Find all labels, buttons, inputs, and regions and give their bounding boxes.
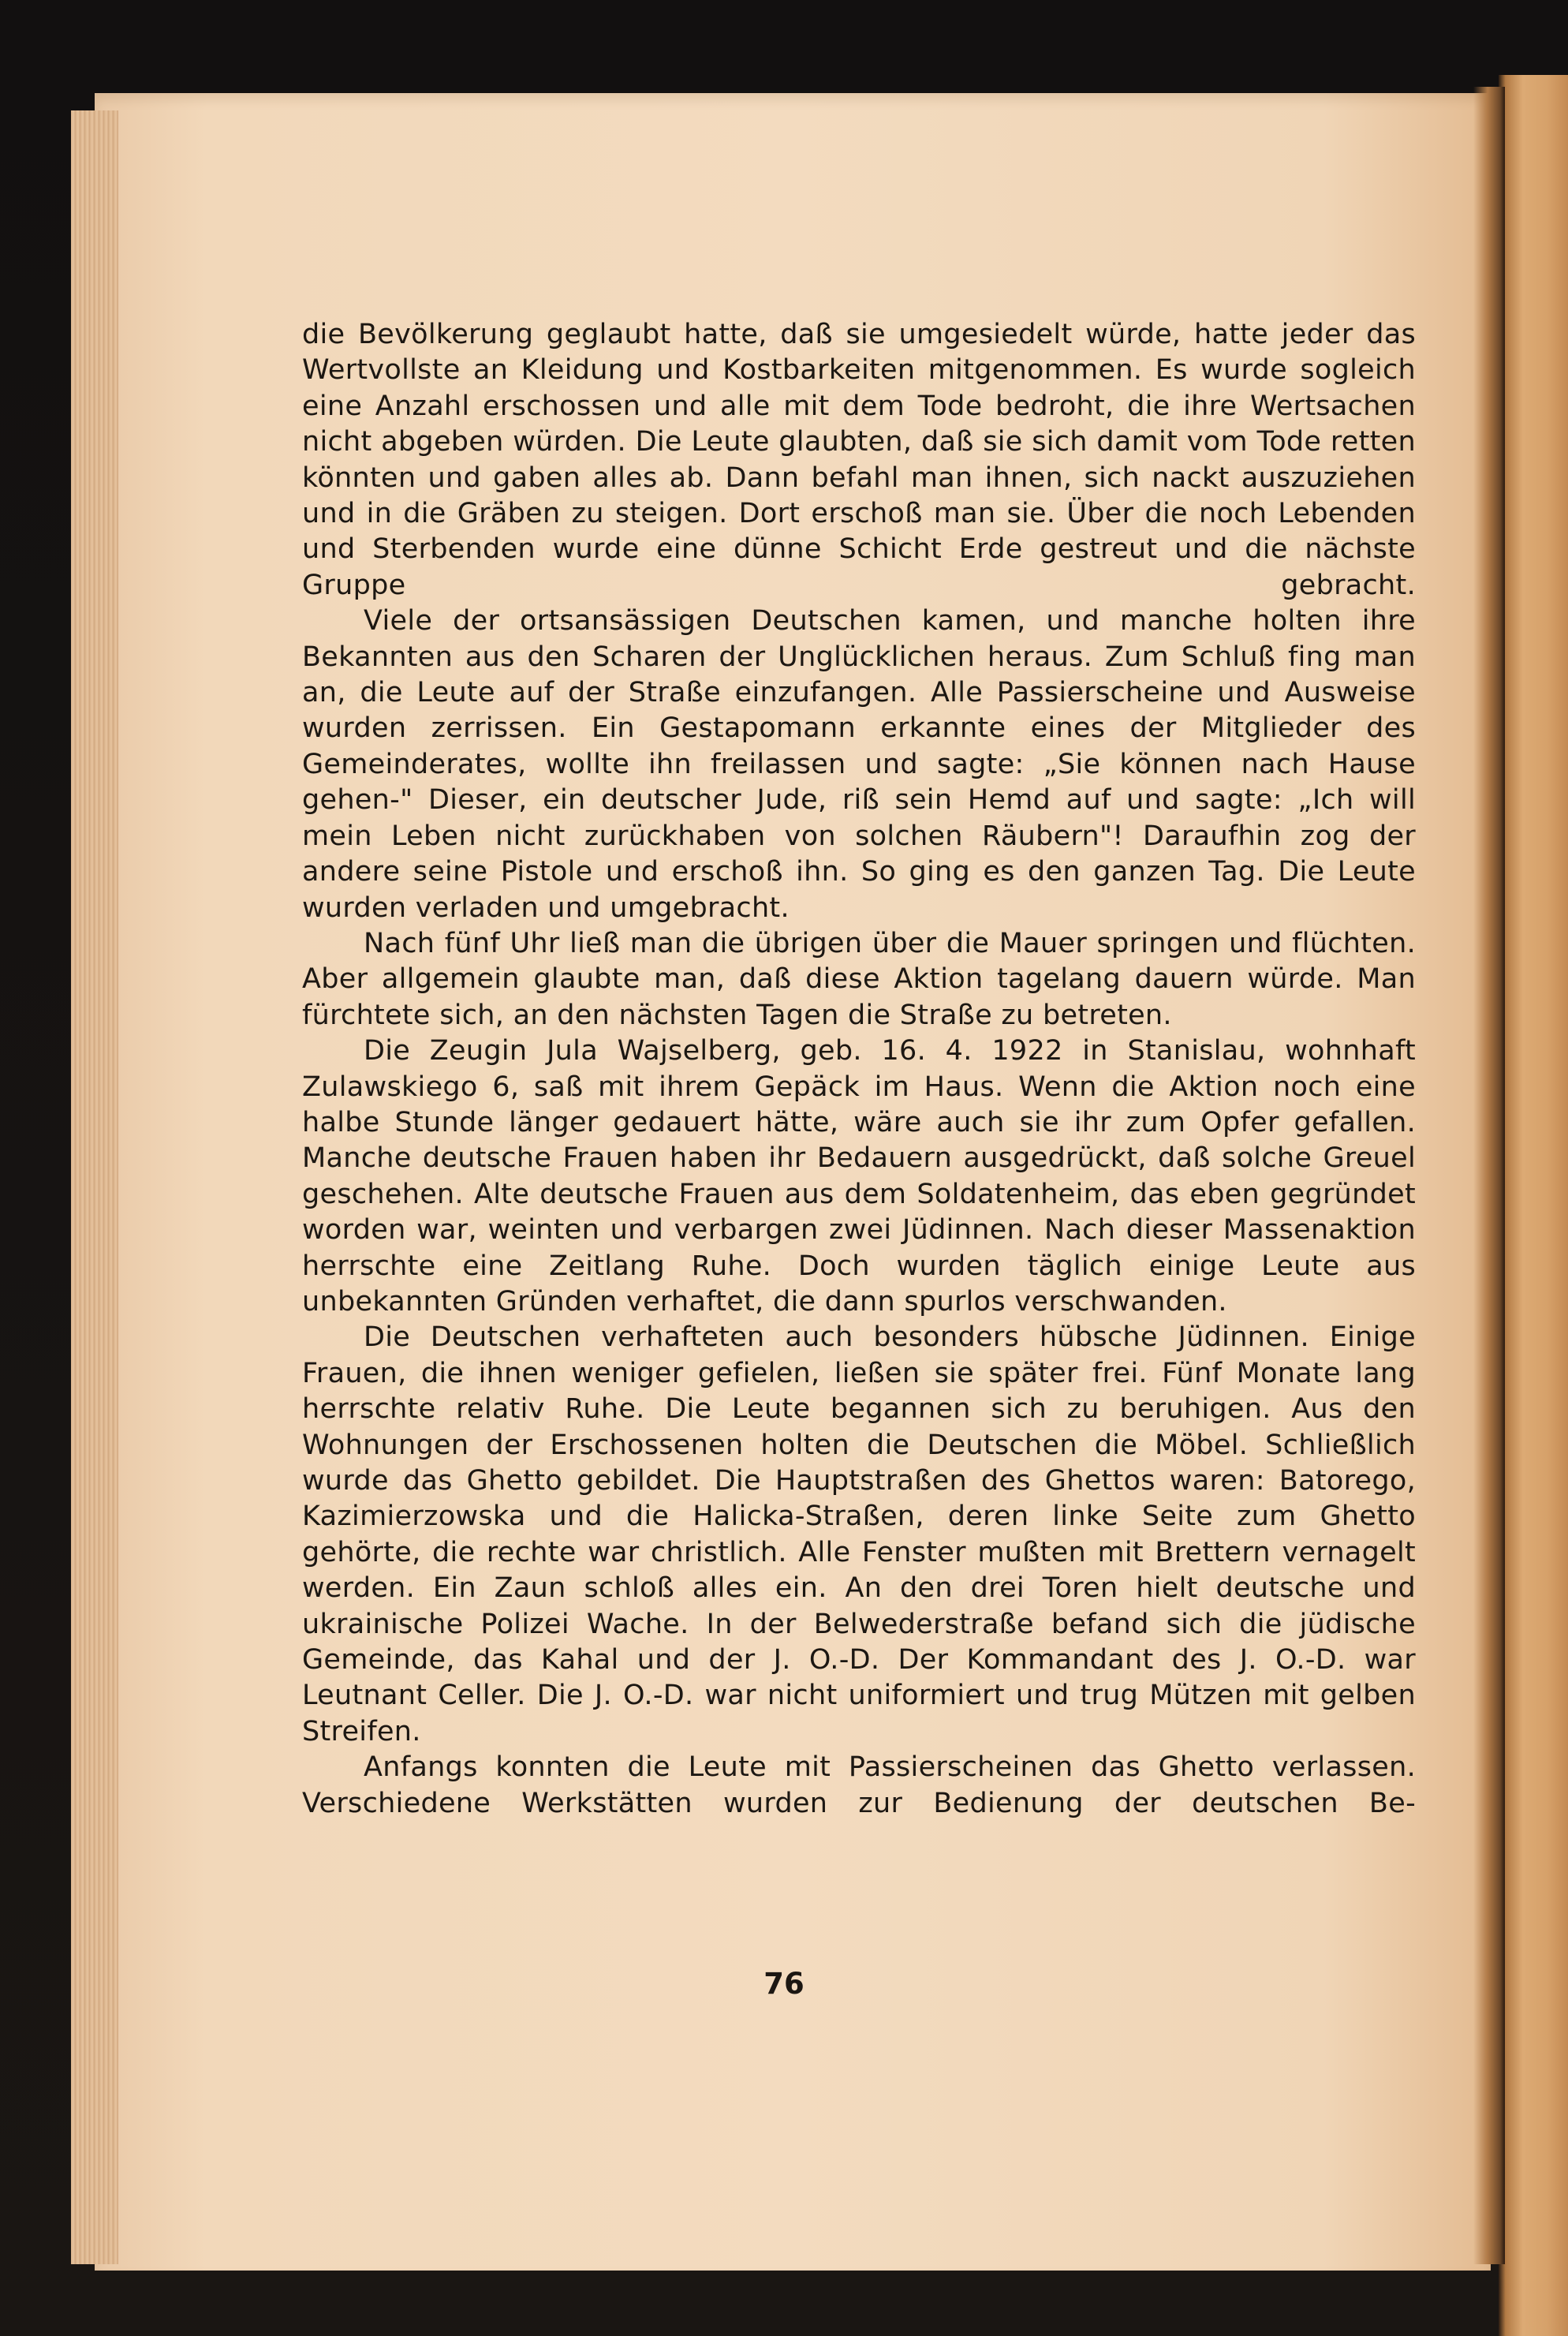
body-text — [302, 317, 1416, 1822]
paragraph: Die Zeugin Jula Wajselberg, geb. 16. 4. 1922 in Stanislau, wohnhaft Zulawskiego 6, saß mit ihrem Gepäck im Haus. Wenn die Aktion noch eine halbe Stunde länger gedauert hätte, wäre auch sie ihr zum Opfer gefallen. Manche deutsche Frauen haben ihr Bedauern ausgedrückt, daß solche Greuel geschehen. Alte deutsche Frauen aus dem Soldatenheim, das eben gegründet worden war, weinten und verbargen zwei Jüdinnen. Nach dieser Massenaktion herrschte eine Zeitlang Ruhe. Doch wurden täglich einige Leute aus unbekannten Gründen verhaftet, die dann spurlos verschwanden. — [302, 1035, 1416, 1318]
paragraph: Viele der ortsansässigen Deutschen kamen, und manche holten ihre Bekannten aus den Scharen der Unglücklichen heraus. Zum Schluß fing man an, die Leute auf der Straße einzufangen. Alle Passierscheine und Ausweise wurden zerrissen. Ein Gestapomann erkannte eines der Mitglieder des Gemeinderates, wollte ihn freilassen und sagte: „Sie können nach Hause gehen-" Dieser, ein deutscher Jude, riß sein Hemd auf und sagte: „Ich will mein Leben nicht zurückhaben von solchen Räubern"! Daraufhin zog der andere seine Pistole und erschoß ihn. So ging es den ganzen Tag. Die Leute wurden verladen und umgebracht. — [302, 605, 1416, 924]
page-stack-edge — [71, 110, 118, 2264]
paragraph: die Bevölkerung geglaubt hatte, daß sie umgesiedelt würde, hatte jeder das Wertvollste an Kleidung und Kostbarkeiten mitgenommen. Es wurde sogleich eine Anzahl erschossen und alle mit dem Tode bedroht, die ihre Wertsachen nicht abgeben würden. Die Leute glaubten, daß sie sich damit vom Tode retten könnten und gaben alles ab. Dann befahl man ihnen, sich nackt auszuziehen und in die Gräben zu steigen. Dort erschoß man sie. Über die noch Lebenden und Sterbenden wurde eine dünne Schicht Erde gestreut und die nächste Gruppe gebracht. — [302, 319, 1416, 601]
paragraph: Anfangs konnten die Leute mit Passierscheinen das Ghetto verlassen. Verschiedene Werkstätten wurden zur Bedienung der deutschen Be- — [302, 1751, 1416, 1819]
page-number: 76 — [763, 1967, 805, 2001]
book-gutter-shadow — [1473, 87, 1505, 2264]
paragraph: Die Deutschen verhafteten auch besonders hübsche Jüdinnen. Einige Frauen, die ihnen weniger gefielen, ließen sie später frei. Fünf Monate lang herrschte relativ Ruhe. Die Leute begannen sich zu beruhigen. Aus den Wohnungen der Erschossenen holten die Deutschen die Möbel. Schließlich wurde das Ghetto gebildet. Die Hauptstraßen des Ghettos waren: Batorego, Kazimierzowska und die Halicka-Straßen, deren linke Seite zum Ghetto gehörte, die rechte war christlich. Alle Fenster mußten mit Brettern vernagelt werden. Ein Zaun schloß alles ein. An den drei Toren hielt deutsche und ukrainische Polizei Wache. In der Belwederstraße befand sich die jüdische Gemeinde, das Kahal und der J. O.-D. Der Kommandant des J. O.-D. war Leutnant Celler. Die J. O.-D. war nicht uniformiert und trug Mützen mit gelben Streifen. — [302, 1321, 1416, 1747]
paragraph: Nach fünf Uhr ließ man die übrigen über die Mauer springen und flüchten. Aber allgemein glaubte man, daß diese Aktion tagelang dauern würde. Man fürchtete sich, an den nächsten Tagen die Straße zu betreten. — [302, 927, 1416, 1031]
